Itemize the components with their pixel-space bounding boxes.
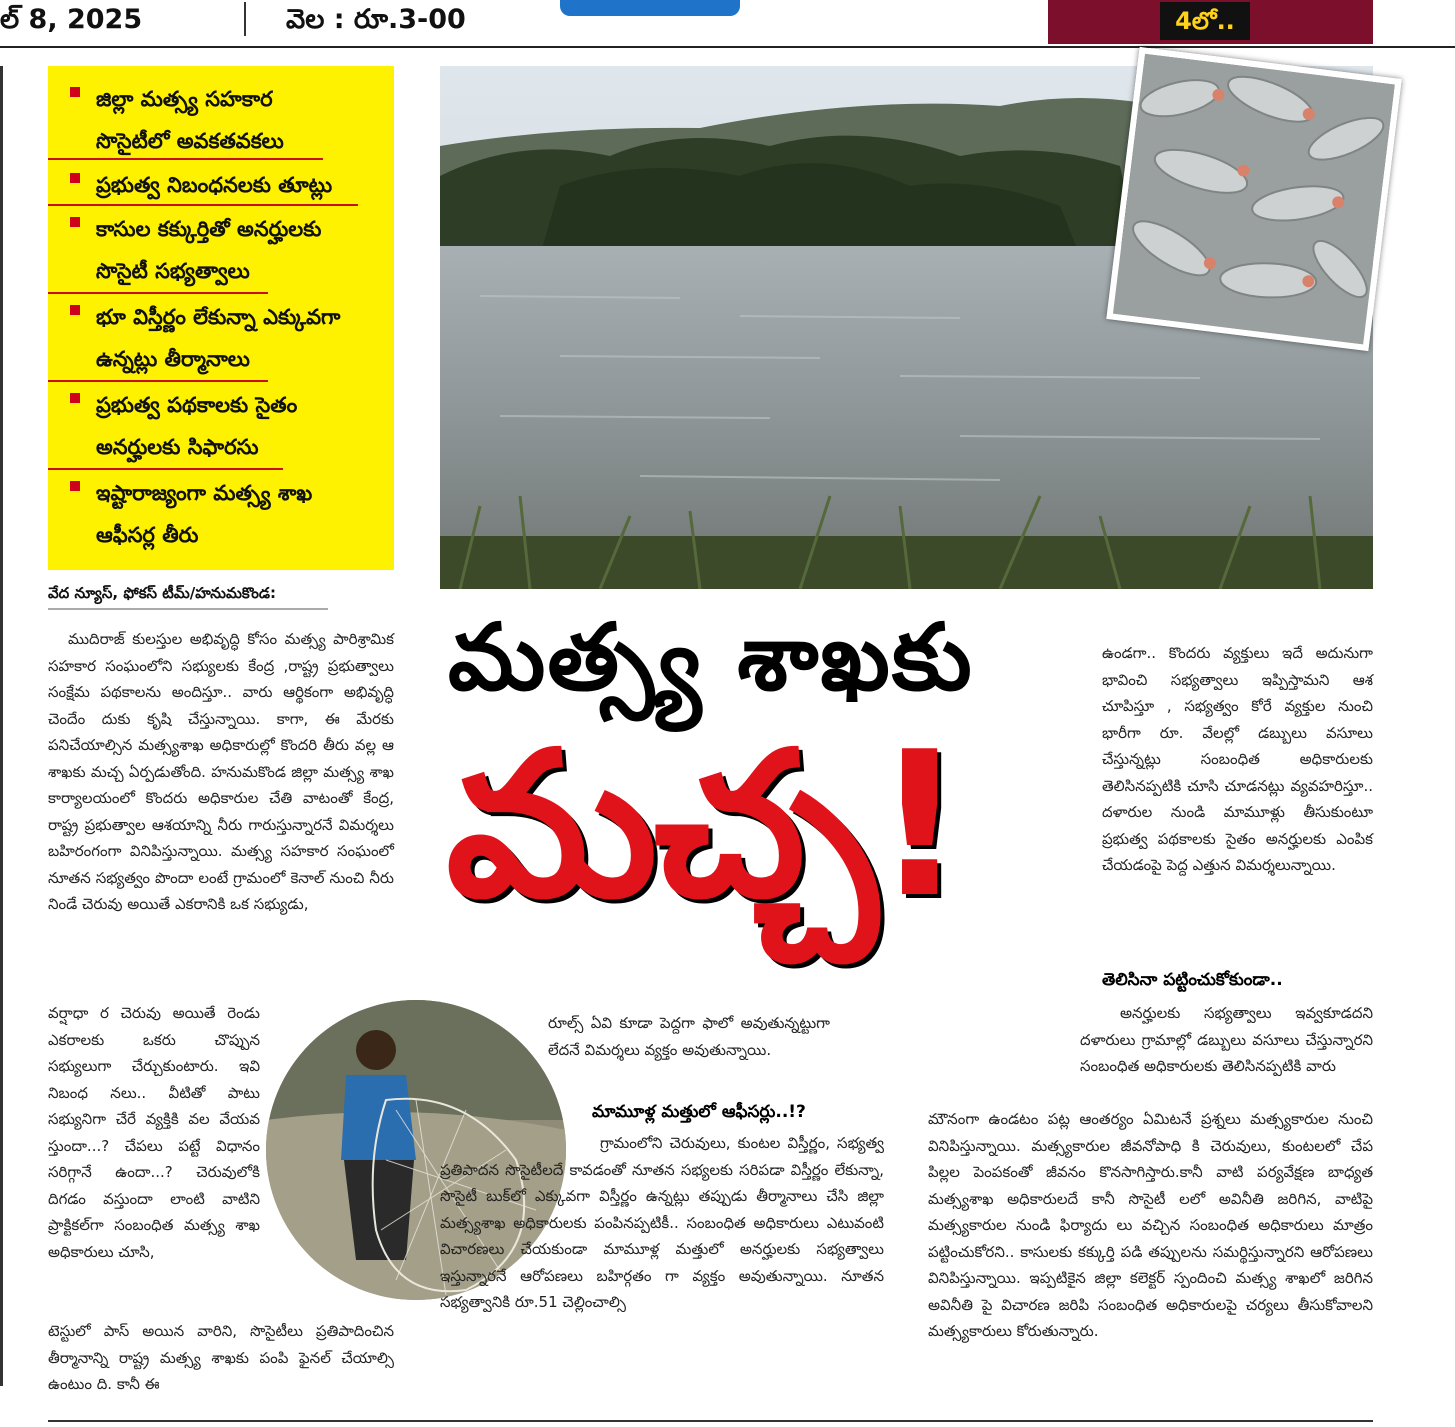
- highlight-line: జిల్లా మత్స్య సహకార: [96, 87, 273, 111]
- highlight-line: కాసుల కక్కుర్తితో అనర్హులకు: [96, 217, 322, 241]
- bullet-square-icon: [70, 393, 80, 403]
- article-paragraph: గ్రామంలోని చెరువులు, కుంటల విస్తీర్ణం, సభ్యత్వ ప్రతిపాదన సొసైటీలదే కావడంతో నూతన సభ్యలకు సరిపడా విస్తీర్ణం లేకున్నా, సొసైటీ బుక్‌లో ఎక్కువగా విస్తీర్ణం ఉన్నట్లు తప్పుడు తీర్మానాలు చేసి జిల్లా మత్స్యశాఖ అధికారులకు పంపినప్పటికీ.. సంబంధిత అధికారులు ఎటువంటి విచారణలు చేయకుండా మామూళ్ల మత్తులో అనర్హులకు సభ్యత్వాలు ఇస్తున్నారనే ఆరోపణలు బహిర్గతం గా వ్యక్తం అవుతున్నాయి. నూతన సభ్యత్వానికి రూ.51 చెల్లించాల్సి: [440, 1134, 884, 1311]
- article-paragraph: ముదిరాజ్ కులస్తుల అభివృద్ధి కోసం మత్స్య పారిశ్రామిక సహకార సంఘంలోని సభ్యులకు కేంద్ర ,రాష్ట్ర ప్రభుత్వాలు సంక్షేమ పథకాలను అందిస్తూ.. వారు ఆర్థికంగా అభివృద్ధి చెందేం దుకు కృషి చేస్తున్నాయి. కాగా, ఈ మేరకు పనిచేయాల్సిన మత్స్యశాఖ అధికారుల్లో కొందరి తీరు వల్ల ఆ శాఖకు మచ్చ ఏర్పడుతోంది. హనుమకొండ జిల్లా మత్స్య శాఖ కార్యాలయంలో కొందరు అధికారుల చేతి వాటంతో కేంద్ర, రాష్ట్ర ప్రభుత్వాల ఆశయాన్ని నీరు గారుస్తున్నారనే విమర్శలు బహిరంగంగా వినిపిస్తున్నాయి. మత్స్య సహకార సంఘంలో నూతన సభ్యత్వం పొందా లంటే గ్రామంలో కెనాల్ నుంచి నీరు నిండే చెరువు అయితే ఎకరానికి ఒక సభ్యుడు,: [48, 630, 394, 913]
- article-paragraph: వర్షాధా ర చెరువు అయితే రెండు ఎకరాలకు ఒకరు చొప్పున సభ్యులుగా చేర్చుకుంటారు. ఇవి నిబంధ నలు.. వీటితో పాటు సభ్యునిగా చేరే వ్యక్తికి వల వేయవ స్తుందా...? చేపలు పట్టే విధానం సరిగ్గానే ఉందా...? చెరువులోకి దిగడం వస్తుందా లాంటి వాటిని ప్రాక్టికల్‌గా సంబంధిత మత్స్య శాఖ అధికారులు చూసి,: [48, 1004, 260, 1261]
- highlight-item: [70, 472, 380, 556]
- article-text-col1: [48, 626, 394, 918]
- article-text-col1-wrap: [48, 1000, 260, 1265]
- highlight-line: ఇష్టారాజ్యంగా మత్స్య శాఖ: [96, 481, 313, 505]
- left-column-rule: [0, 66, 3, 1386]
- highlight-underline: [48, 204, 358, 206]
- issue-price: వెల : రూ.3-00: [286, 4, 466, 35]
- highlight-item: [70, 208, 380, 292]
- highlight-line: ఉన్నట్లు తీర్మానాలు: [96, 347, 250, 371]
- masthead-divider: [244, 2, 246, 36]
- highlight-line: ఆఫీసర్ల తీరు: [96, 523, 199, 547]
- article-text-col1-bottom: [48, 1318, 394, 1398]
- article-paragraph: టెస్టులో పాస్ అయిన వారిని, సొసైటీలు ప్రతిపాదించిన తీర్మానాన్ని రాష్ట్ర మత్స్య శాఖకు పంపి ఫైనల్ చేయాల్సి ఉంటుం ది. కానీ ఈ: [48, 1322, 394, 1393]
- highlight-item: [70, 384, 380, 468]
- highlights-box: [48, 66, 394, 570]
- bullet-square-icon: [70, 305, 80, 315]
- highlight-underline: [48, 158, 323, 160]
- article-text-col3: [1102, 640, 1373, 879]
- headline-line2: మచ్చ!: [446, 709, 962, 942]
- article-paragraph: ఉండగా.. కొందరు వ్యక్తులు ఇదే అదునుగా భావించి సభ్యత్వాలు ఇప్పిస్తామని ఆశ చూపిస్తూ , సభ్యత్వం కోరే వ్యక్తుల నుంచి భారీగా రూ. వేలల్లో డబ్బులు వసూలు చేస్తున్నట్లు సంబంధిత అధికారులకు తెలిసినప్పటికి చూసి చూడనట్లు వ్యవహరిస్తూ.. దళారుల నుండి మామూళ్లు తీసుకుంటూ ప్రభుత్వ పథకాలకు సైతం అనర్హులకు ఎంపిక చేయడంపై పెద్ద ఎత్తున విమర్శలున్నాయి.: [1102, 644, 1373, 874]
- article-text-col2: [440, 1130, 884, 1316]
- highlight-item: [70, 296, 380, 380]
- page-bottom-rule: [48, 1420, 1373, 1422]
- highlight-line: సొసైటీ సభ్యత్వాలు: [96, 259, 250, 283]
- highlight-line: ప్రభుత్వ నిబంధనలకు తూట్లు: [96, 173, 333, 197]
- highlight-item: [70, 78, 380, 162]
- issue-date: ల్ 8, 2025: [0, 4, 143, 35]
- masthead-logo-shape: [560, 0, 740, 16]
- highlight-line: సొసైటీలో అవకతవకలు: [96, 129, 284, 153]
- article-paragraph: రూల్స్ ఏవి కూడా పెద్దగా ఫాలో అవుతున్నట్టుగా లేదనే విమర్శలు వ్యక్తం అవుతున్నాయి.: [548, 1014, 830, 1059]
- highlight-line: అనర్హులకు సిఫారసు: [96, 435, 259, 459]
- fish-catch-photo: [1106, 47, 1401, 351]
- article-text-col4: [928, 1106, 1373, 1345]
- highlight-underline: [48, 380, 268, 382]
- bullet-square-icon: [70, 173, 80, 183]
- article-paragraph: అనర్హులకు సభ్యత్వాలు ఇవ్వకూడదని దళారులు గ్రామాల్లో డబ్బులు వసూలు చేస్తున్నారని సంబంధిత అధికారులకు తెలిసినప్పటికి వారు: [1080, 1004, 1373, 1075]
- bullet-square-icon: [70, 481, 80, 491]
- headline-line1: మత్స్య శాఖకు: [448, 604, 974, 711]
- article-text-col2-intro: [548, 1010, 830, 1063]
- byline: వేద న్యూస్, ఫోకస్ టీమ్/హనుమకొండ:: [48, 584, 277, 602]
- subheading-telisina: తెలిసినా పట్టించుకోకుండా..: [1102, 970, 1283, 990]
- highlight-line: ప్రభుత్వ పథకాలకు సైతం: [96, 393, 298, 417]
- highlight-underline: [48, 468, 283, 470]
- subheading-mamools: మామూళ్ల మత్తులో ఆఫీసర్లు..!?: [592, 1102, 806, 1122]
- bullet-square-icon: [70, 87, 80, 97]
- bullet-square-icon: [70, 217, 80, 227]
- byline-rule: [48, 608, 328, 610]
- highlight-item: [70, 164, 380, 206]
- highlight-underline: [48, 292, 268, 294]
- highlight-line: భూ విస్తీర్ణం లేకున్నా ఎక్కువగా: [96, 305, 341, 329]
- article-paragraph: మౌనంగా ఉండటం పట్ల ఆంతర్యం ఏమిటనే ప్రశ్నలు మత్స్యకారుల నుంచి వినిపిస్తున్నాయి. మత్స్యకారుల జీవనోపాధి కి చెరువులు, కుంటలలో చేప పిల్లల పెంపకంతో జీవనం కొనసాగిస్తారు.కానీ వాటి పర్యవేక్షణ బాధ్యత మత్స్యశాఖ అధికారులదే కానీ సొసైటీ లలో అవినీతి జరిగిన, వాటిపై మత్స్యకారుల నుండి ఫిర్యాదు లు వచ్చిన సంబంధిత అధికారులు మాత్రం పట్టించుకోరని.. కాసులకు కక్కుర్తి పడి తప్పులను సమర్థిస్తున్నారని ఆరోపణలు వినిపిస్తున్నాయి. ఇప్పటికైన జిల్లా కలెక్టర్ స్పందించి మత్స్య శాఖలో జరిగిన అవినీతి పై విచారణ జరిపి సంబంధిత అధికారులపై చర్యలు తీసుకోవాలని మత్స్యకారులు కోరుతున్నారు.: [928, 1110, 1373, 1340]
- promo-page-tag: 4లో..: [1160, 2, 1250, 40]
- article-text-col3-body: [1080, 1000, 1373, 1080]
